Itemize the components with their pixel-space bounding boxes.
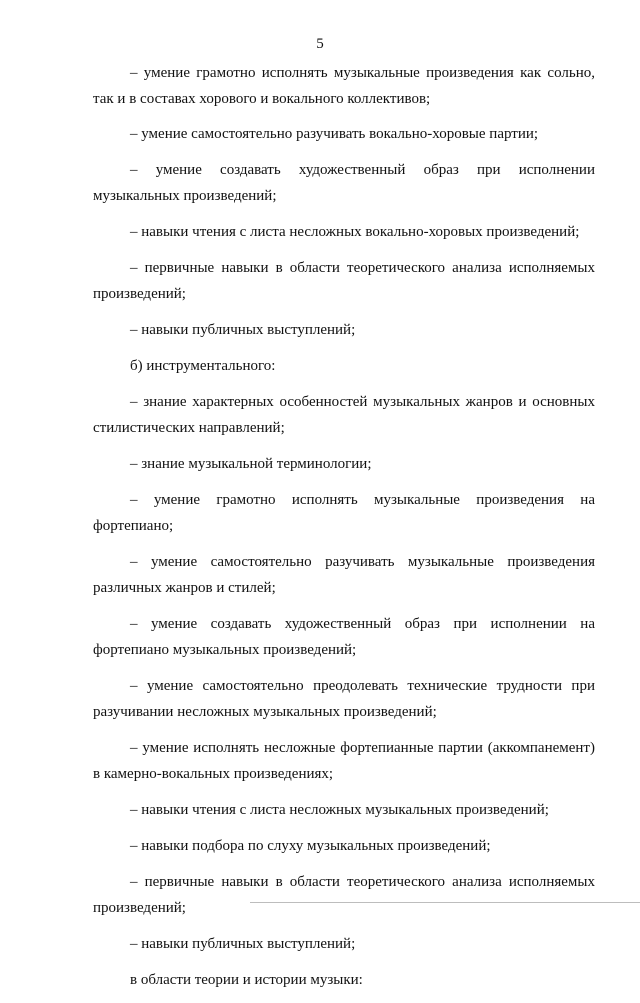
paragraph: – умение исполнять несложные фортепианные партии (аккомпанемент) в камерно-вокальных произведениях; xyxy=(93,740,595,782)
section-heading: б) инструментального: xyxy=(130,358,276,374)
paragraph: – умение создавать художественный образ при исполнении на фортепиано музыкальных произведений; xyxy=(93,616,595,658)
paragraph: – умение грамотно исполнять музыкальные произведения как сольно, так и в составах хорового и вокального коллективов; xyxy=(93,65,595,107)
paragraph: – навыки чтения с листа несложных музыкальных произведений; xyxy=(130,802,549,818)
paragraph: – первичные навыки в области теоретического анализа исполняемых произведений; xyxy=(93,874,595,916)
document-body xyxy=(93,60,595,1003)
paragraph: – первичные навыки в области теоретического анализа исполняемых произведений; xyxy=(93,260,595,302)
section-heading: в области теории и истории музыки: xyxy=(130,972,363,988)
paragraph: – умение самостоятельно преодолевать технические трудности при разучивании несложных музыкальных произведений; xyxy=(93,678,595,720)
paragraph: – навыки публичных выступлений; xyxy=(130,322,356,338)
page-edge-line xyxy=(250,902,640,903)
paragraph: – умение грамотно исполнять музыкальные произведения на фортепиано; xyxy=(93,492,595,534)
paragraph: – навыки чтения с листа несложных вокально-хоровых произведений; xyxy=(130,224,580,240)
paragraph: – умение самостоятельно разучивать вокально-хоровые партии; xyxy=(130,126,539,142)
paragraph: – знание музыкальной терминологии; xyxy=(130,456,372,472)
paragraph: – навыки подбора по слуху музыкальных произведений; xyxy=(130,838,491,854)
paragraph: – умение создавать художественный образ при исполнении музыкальных произведений; xyxy=(93,162,595,204)
paragraph: – умение самостоятельно разучивать музыкальные произведения различных жанров и стилей; xyxy=(93,554,595,596)
page-number: 5 xyxy=(316,36,324,52)
paragraph: – знание характерных особенностей музыкальных жанров и основных стилистических направлений; xyxy=(93,394,595,436)
paragraph: – навыки публичных выступлений; xyxy=(130,936,356,952)
